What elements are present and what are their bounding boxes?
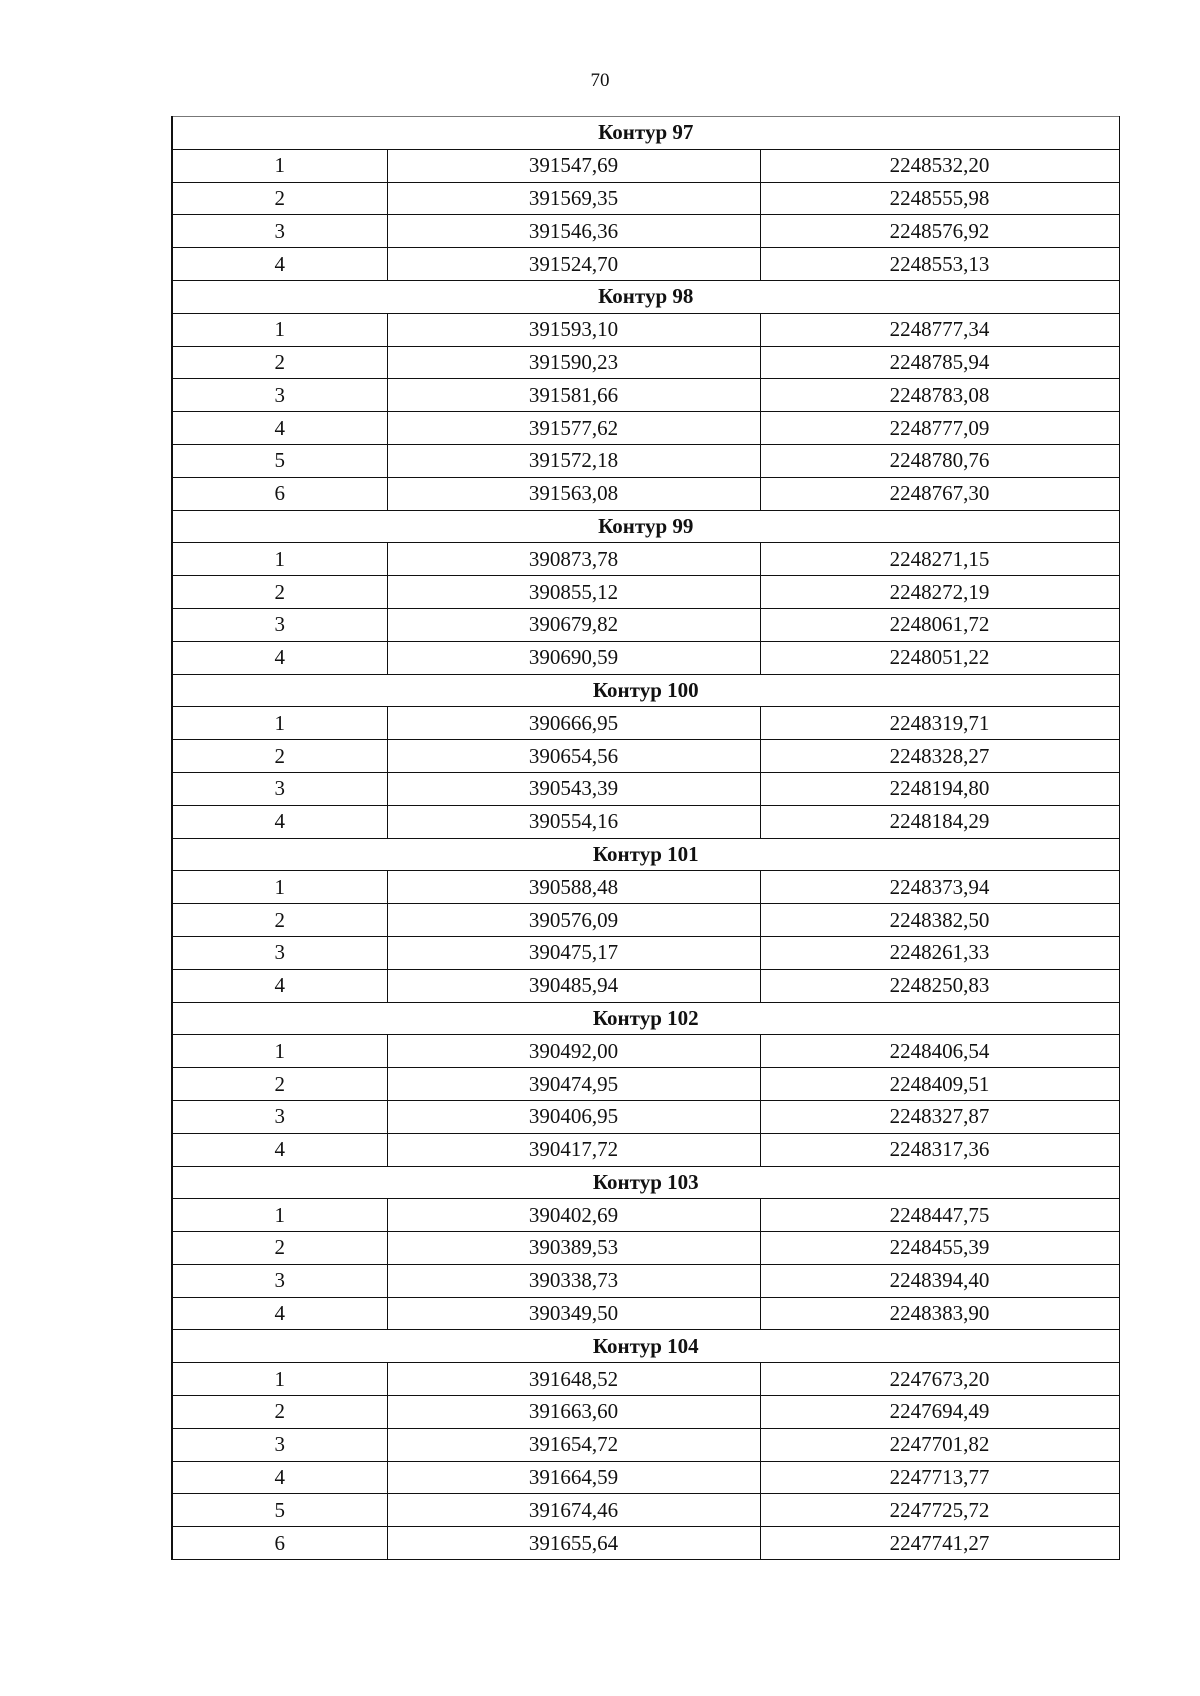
table-row xyxy=(172,1363,1119,1396)
point-number-cell: 3 xyxy=(172,1100,387,1133)
table-row xyxy=(172,1035,1119,1068)
y-coordinate-cell: 2248406,54 xyxy=(760,1035,1119,1068)
contour-title: Контур 101 xyxy=(172,838,1119,871)
contour-title: Контур 97 xyxy=(172,117,1119,150)
x-coordinate-cell: 390690,59 xyxy=(387,641,760,674)
x-coordinate-cell: 390402,69 xyxy=(387,1199,760,1232)
x-coordinate-cell: 390406,95 xyxy=(387,1100,760,1133)
y-coordinate-cell: 2248383,90 xyxy=(760,1297,1119,1330)
contour-title: Контур 104 xyxy=(172,1330,1119,1363)
x-coordinate-cell: 391569,35 xyxy=(387,182,760,215)
contour-title: Контур 98 xyxy=(172,280,1119,313)
table-row xyxy=(172,936,1119,969)
y-coordinate-cell: 2248785,94 xyxy=(760,346,1119,379)
point-number-cell: 4 xyxy=(172,641,387,674)
table-row xyxy=(172,1494,1119,1527)
x-coordinate-cell: 391674,46 xyxy=(387,1494,760,1527)
x-coordinate-cell: 391547,69 xyxy=(387,149,760,182)
y-coordinate-cell: 2248272,19 xyxy=(760,576,1119,609)
contour-header-row xyxy=(172,117,1119,150)
x-coordinate-cell: 391648,52 xyxy=(387,1363,760,1396)
point-number-cell: 6 xyxy=(172,477,387,510)
point-number-cell: 1 xyxy=(172,871,387,904)
table-row xyxy=(172,1396,1119,1429)
point-number-cell: 3 xyxy=(172,608,387,641)
x-coordinate-cell: 391654,72 xyxy=(387,1428,760,1461)
table-row xyxy=(172,1232,1119,1265)
table-row xyxy=(172,346,1119,379)
table-row xyxy=(172,1199,1119,1232)
x-coordinate-cell: 391546,36 xyxy=(387,215,760,248)
y-coordinate-cell: 2248382,50 xyxy=(760,904,1119,937)
point-number-cell: 5 xyxy=(172,1494,387,1527)
x-coordinate-cell: 390338,73 xyxy=(387,1264,760,1297)
y-coordinate-cell: 2248051,22 xyxy=(760,641,1119,674)
x-coordinate-cell: 390349,50 xyxy=(387,1297,760,1330)
y-coordinate-cell: 2248327,87 xyxy=(760,1100,1119,1133)
table-row xyxy=(172,904,1119,937)
y-coordinate-cell: 2247694,49 xyxy=(760,1396,1119,1429)
point-number-cell: 4 xyxy=(172,805,387,838)
x-coordinate-cell: 390855,12 xyxy=(387,576,760,609)
table-row xyxy=(172,707,1119,740)
table-row xyxy=(172,1297,1119,1330)
x-coordinate-cell: 390679,82 xyxy=(387,608,760,641)
table-row xyxy=(172,543,1119,576)
x-coordinate-cell: 390588,48 xyxy=(387,871,760,904)
x-coordinate-cell: 390475,17 xyxy=(387,936,760,969)
point-number-cell: 3 xyxy=(172,215,387,248)
table-row xyxy=(172,379,1119,412)
point-number-cell: 3 xyxy=(172,1264,387,1297)
point-number-cell: 4 xyxy=(172,1133,387,1166)
y-coordinate-cell: 2248394,40 xyxy=(760,1264,1119,1297)
y-coordinate-cell: 2248194,80 xyxy=(760,772,1119,805)
y-coordinate-cell: 2248767,30 xyxy=(760,477,1119,510)
point-number-cell: 1 xyxy=(172,1035,387,1068)
table-row xyxy=(172,1133,1119,1166)
x-coordinate-cell: 391664,59 xyxy=(387,1461,760,1494)
point-number-cell: 4 xyxy=(172,1297,387,1330)
contour-title: Контур 100 xyxy=(172,674,1119,707)
y-coordinate-cell: 2248250,83 xyxy=(760,969,1119,1002)
x-coordinate-cell: 391581,66 xyxy=(387,379,760,412)
y-coordinate-cell: 2247701,82 xyxy=(760,1428,1119,1461)
contour-header-row xyxy=(172,280,1119,313)
coordinates-table xyxy=(171,116,1120,1560)
table-row xyxy=(172,1461,1119,1494)
table-row xyxy=(172,969,1119,1002)
point-number-cell: 2 xyxy=(172,1068,387,1101)
y-coordinate-cell: 2247725,72 xyxy=(760,1494,1119,1527)
y-coordinate-cell: 2248553,13 xyxy=(760,248,1119,281)
point-number-cell: 4 xyxy=(172,248,387,281)
y-coordinate-cell: 2248328,27 xyxy=(760,740,1119,773)
x-coordinate-cell: 391655,64 xyxy=(387,1527,760,1560)
x-coordinate-cell: 390389,53 xyxy=(387,1232,760,1265)
contour-header-row xyxy=(172,1330,1119,1363)
table-row xyxy=(172,444,1119,477)
y-coordinate-cell: 2247741,27 xyxy=(760,1527,1119,1560)
table-row xyxy=(172,608,1119,641)
x-coordinate-cell: 391563,08 xyxy=(387,477,760,510)
y-coordinate-cell: 2247673,20 xyxy=(760,1363,1119,1396)
table-row xyxy=(172,740,1119,773)
y-coordinate-cell: 2248777,34 xyxy=(760,313,1119,346)
point-number-cell: 2 xyxy=(172,740,387,773)
page-number: 70 xyxy=(590,70,610,91)
point-number-cell: 2 xyxy=(172,1232,387,1265)
table-row xyxy=(172,412,1119,445)
point-number-cell: 4 xyxy=(172,969,387,1002)
y-coordinate-cell: 2248455,39 xyxy=(760,1232,1119,1265)
y-coordinate-cell: 2248447,75 xyxy=(760,1199,1119,1232)
coordinates-table-body xyxy=(172,117,1119,1560)
point-number-cell: 2 xyxy=(172,346,387,379)
x-coordinate-cell: 390492,00 xyxy=(387,1035,760,1068)
table-row xyxy=(172,1068,1119,1101)
x-coordinate-cell: 391577,62 xyxy=(387,412,760,445)
y-coordinate-cell: 2248783,08 xyxy=(760,379,1119,412)
y-coordinate-cell: 2248409,51 xyxy=(760,1068,1119,1101)
point-number-cell: 6 xyxy=(172,1527,387,1560)
table-row xyxy=(172,1428,1119,1461)
point-number-cell: 2 xyxy=(172,904,387,937)
point-number-cell: 3 xyxy=(172,379,387,412)
table-row xyxy=(172,772,1119,805)
x-coordinate-cell: 390576,09 xyxy=(387,904,760,937)
contour-header-row xyxy=(172,838,1119,871)
y-coordinate-cell: 2247713,77 xyxy=(760,1461,1119,1494)
x-coordinate-cell: 391590,23 xyxy=(387,346,760,379)
table-row xyxy=(172,313,1119,346)
point-number-cell: 3 xyxy=(172,936,387,969)
x-coordinate-cell: 390417,72 xyxy=(387,1133,760,1166)
table-row xyxy=(172,871,1119,904)
table-row xyxy=(172,1100,1119,1133)
contour-header-row xyxy=(172,510,1119,543)
point-number-cell: 1 xyxy=(172,543,387,576)
point-number-cell: 3 xyxy=(172,772,387,805)
table-row xyxy=(172,248,1119,281)
x-coordinate-cell: 390654,56 xyxy=(387,740,760,773)
point-number-cell: 1 xyxy=(172,149,387,182)
contour-header-row xyxy=(172,1166,1119,1199)
y-coordinate-cell: 2248532,20 xyxy=(760,149,1119,182)
contour-header-row xyxy=(172,674,1119,707)
y-coordinate-cell: 2248373,94 xyxy=(760,871,1119,904)
contour-title: Контур 103 xyxy=(172,1166,1119,1199)
point-number-cell: 1 xyxy=(172,313,387,346)
x-coordinate-cell: 391572,18 xyxy=(387,444,760,477)
x-coordinate-cell: 390873,78 xyxy=(387,543,760,576)
x-coordinate-cell: 390554,16 xyxy=(387,805,760,838)
contour-title: Контур 99 xyxy=(172,510,1119,543)
point-number-cell: 2 xyxy=(172,576,387,609)
y-coordinate-cell: 2248555,98 xyxy=(760,182,1119,215)
x-coordinate-cell: 391524,70 xyxy=(387,248,760,281)
point-number-cell: 1 xyxy=(172,1363,387,1396)
y-coordinate-cell: 2248184,29 xyxy=(760,805,1119,838)
y-coordinate-cell: 2248317,36 xyxy=(760,1133,1119,1166)
table-row xyxy=(172,576,1119,609)
x-coordinate-cell: 391593,10 xyxy=(387,313,760,346)
point-number-cell: 2 xyxy=(172,1396,387,1429)
y-coordinate-cell: 2248780,76 xyxy=(760,444,1119,477)
x-coordinate-cell: 391663,60 xyxy=(387,1396,760,1429)
x-coordinate-cell: 390474,95 xyxy=(387,1068,760,1101)
table-row xyxy=(172,149,1119,182)
point-number-cell: 2 xyxy=(172,182,387,215)
point-number-cell: 3 xyxy=(172,1428,387,1461)
table-row xyxy=(172,215,1119,248)
y-coordinate-cell: 2248319,71 xyxy=(760,707,1119,740)
contour-header-row xyxy=(172,1002,1119,1035)
y-coordinate-cell: 2248777,09 xyxy=(760,412,1119,445)
point-number-cell: 4 xyxy=(172,412,387,445)
table-row xyxy=(172,1527,1119,1560)
table-row xyxy=(172,805,1119,838)
table-row xyxy=(172,1264,1119,1297)
y-coordinate-cell: 2248271,15 xyxy=(760,543,1119,576)
point-number-cell: 1 xyxy=(172,707,387,740)
point-number-cell: 1 xyxy=(172,1199,387,1232)
point-number-cell: 4 xyxy=(172,1461,387,1494)
y-coordinate-cell: 2248576,92 xyxy=(760,215,1119,248)
table-row xyxy=(172,477,1119,510)
point-number-cell: 5 xyxy=(172,444,387,477)
contour-title: Контур 102 xyxy=(172,1002,1119,1035)
y-coordinate-cell: 2248261,33 xyxy=(760,936,1119,969)
x-coordinate-cell: 390485,94 xyxy=(387,969,760,1002)
x-coordinate-cell: 390543,39 xyxy=(387,772,760,805)
table-row xyxy=(172,182,1119,215)
table-row xyxy=(172,641,1119,674)
y-coordinate-cell: 2248061,72 xyxy=(760,608,1119,641)
x-coordinate-cell: 390666,95 xyxy=(387,707,760,740)
